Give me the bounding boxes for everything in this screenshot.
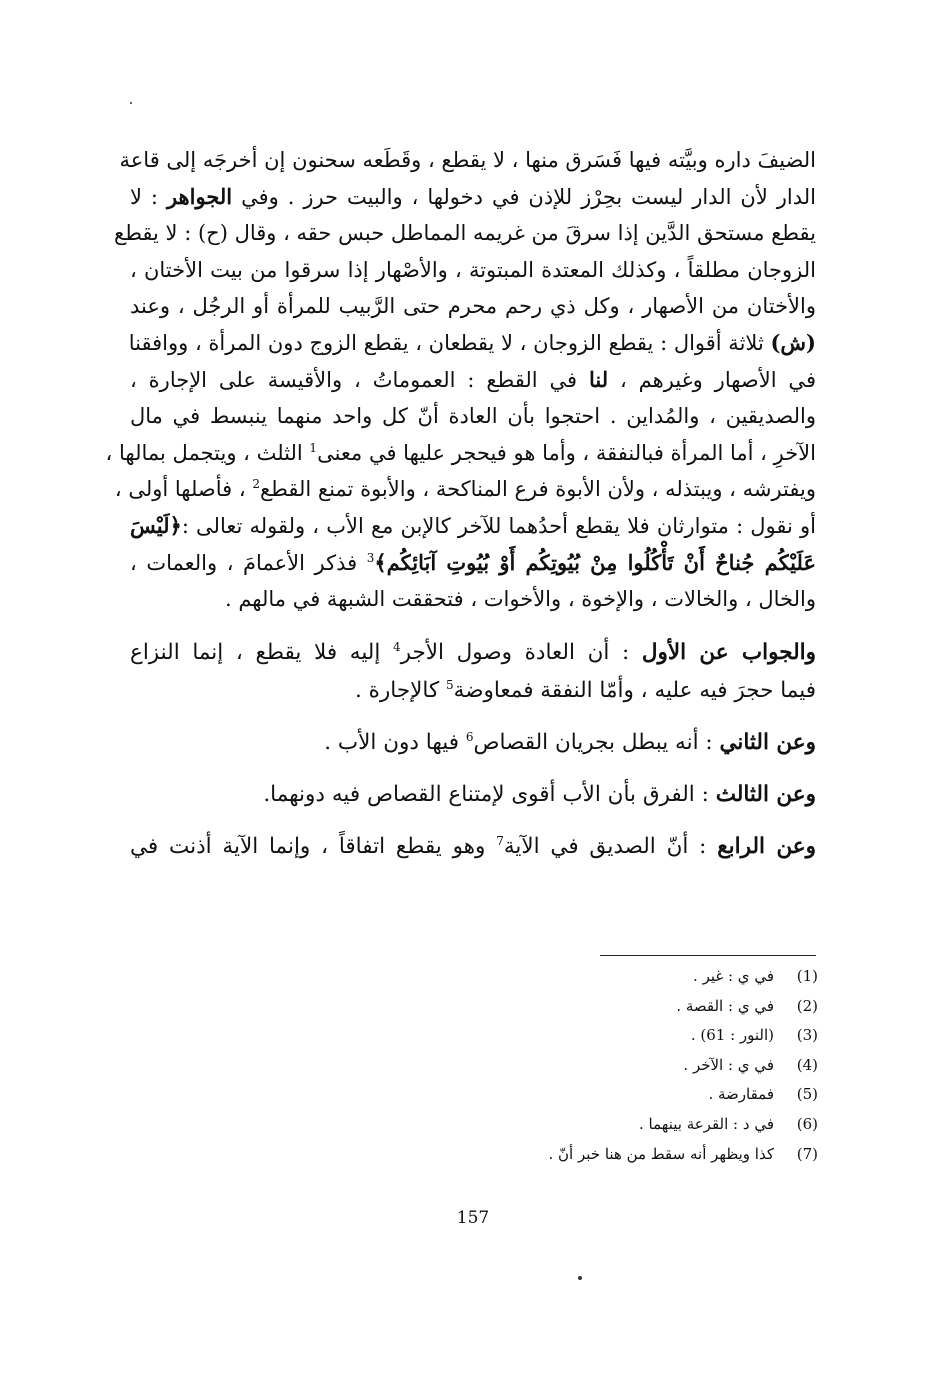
quran-verse: عَلَيْكُم جُناحٌ أَنْ تَأْكُلُوا مِنْ بُيُوتِكُم أَوْ بُيُوتِ آبَائِكُم﴾: [374, 549, 816, 575]
answer-line: وعن الثالث : الفرق بأن الأب أقوى لإمتناع القصاص فيه دونهما.: [263, 781, 816, 807]
text-line: والأختان من الأصهار ، وكل ذي رحم محرم حتى الرَّبيب للمرأة أو الرجُل ، وعند: [130, 294, 816, 319]
footnote-text: في د : القرعة بينهما .: [639, 1114, 774, 1133]
text-line: الآخرِ ، أما المرأة فبالنفقة ، وأما هو فيحجر عليها في معنى$^1$ الثلث ، ويتجمل بمالها ،: [105, 440, 816, 465]
answer-line: وعن الرابع : أنّ الصديق في الآية$^7$ وهو يقطع اتفاقاً ، وإنما الآية أذنت في: [130, 833, 817, 859]
footnotes: [258, 962, 818, 1169]
keyword-lana: لنا: [588, 366, 609, 392]
quran-verse: ﴿لَيْسَ: [130, 512, 182, 538]
text-line: الضيفَ داره وبيَّته فيها فَسَرق منها ، لا يقطع ، وقَطَعه سحنون إن أخرجَه إلى قاعة: [119, 148, 816, 172]
footnote-text: في ي : غير .: [693, 967, 774, 985]
footnote-ref: 7: [496, 833, 504, 848]
answer-line: والجواب عن الأول : أن العادة وصول الأجر$^4$ إليه فلا يقطع ، إنما النزاع: [130, 639, 816, 665]
footnote-ref: 1: [309, 440, 318, 455]
footnote-text: (النور : 61) .: [690, 1026, 774, 1045]
footnote-number: (7): [796, 1144, 818, 1163]
answer-heading: والجواب عن الأول: [641, 639, 816, 665]
footnote-text: فمقارضة .: [708, 1085, 774, 1104]
footnote: [258, 992, 818, 1022]
page-number: 157: [456, 1208, 490, 1228]
footnote-ref: 5: [446, 677, 454, 692]
footnote: [258, 1051, 818, 1081]
answer-heading: وعن الثالث: [715, 781, 816, 807]
footnote-number: (3): [796, 1026, 818, 1045]
footnote-number: (4): [796, 1055, 818, 1074]
footnote-text: في ي : القصة .: [676, 996, 774, 1015]
text-line: الزوجان مطلقاً ، وكذلك المعتدة المبتوتة ، والأصْهار إذا سرقوا من بيت الأختان ،: [130, 257, 816, 282]
text-line: في الأصهار وغيرهم ، لنا في القطع : العموماتُ ، والأقيسة على الإجارة ،: [130, 366, 816, 392]
footnote-number: (2): [796, 996, 818, 1015]
footnote-number: (6): [796, 1114, 818, 1133]
text-line: (ش) ثلاثة أقوال : يقطع الزوجان ، لا يقطعان ، يقطع الزوج دون المرأة ، ووافقنا: [128, 329, 816, 355]
footnote-separator: [600, 955, 816, 956]
answer-heading: وعن الثاني: [719, 729, 816, 755]
answer-heading: وعن الرابع: [717, 833, 817, 859]
footnote: [258, 1080, 818, 1110]
scan-speck: [578, 1276, 582, 1280]
text-line: ويفترشه ، ويبتذله ، ولأن الأبوة فرع المناكحة ، والأبوة تمنع القطع$^2$ ، فأصلها أولى ،: [114, 477, 816, 502]
footnote-number: (1): [796, 967, 818, 985]
footnote-ref: 3: [366, 550, 375, 565]
footnote-ref: 2: [252, 477, 260, 492]
footnote: [258, 1021, 818, 1051]
footnote: [258, 1110, 818, 1140]
answer-line: وعن الثاني : أنه يبطل بجريان القصاص$^6$ فيها دون الأب .: [324, 729, 816, 755]
text-line: الدار لأن الدار ليست بحِرْز للإذن في دخولها ، والبيت حرز . وفي الجواهر : لا: [130, 183, 816, 209]
text-line: يقطع مستحق الدَّين إذا سرقَ من غريمه المماطل حبس حقه ، وقال (ح) : لا يقطع: [114, 221, 816, 246]
scan-speck: [130, 102, 132, 104]
footnote-ref: 4: [392, 639, 401, 654]
footnote-text: كذا ويظهر أنه سقط من هنا خبر أنّ .: [548, 1144, 774, 1163]
text-line: والخال ، والخالات ، والإخوة ، والأخوات ، فتحققت الشبهة في مالهم .: [224, 587, 816, 612]
footnote: [258, 962, 818, 992]
answer-line: فيما حجرَ فيه عليه ، وأمّا النفقة فمعاوضة$^5$ كالإجارة .: [354, 677, 816, 703]
text-line: عَلَيْكُم جُناحٌ أَنْ تَأْكُلُوا مِنْ بُيُوتِكُم أَوْ بُيُوتِ آبَائِكُم﴾$^3$ فذكر الأعمامَ ، والعمات ،: [130, 549, 816, 575]
keyword-jawahir: الجواهر: [166, 183, 233, 209]
footnote: [258, 1140, 818, 1170]
footnote-number: (5): [796, 1085, 818, 1104]
footnote-ref: 6: [465, 729, 474, 744]
answer-section: [130, 634, 816, 866]
text-line: والصديقين ، والمُداين . احتجوا بأن العادة أنّ كل واحد منهما ينبسط في مال: [130, 404, 816, 429]
footnote-text: في ي : الآخر .: [683, 1055, 774, 1074]
text-line: أو نقول : متوارثان فلا يقطع أحدُهما للآخر كالإبن مع الأب ، ولقوله تعالى :﴿لَيْسَ: [130, 512, 816, 538]
main-text: [105, 142, 817, 866]
keyword-sh: (ش): [770, 329, 816, 355]
